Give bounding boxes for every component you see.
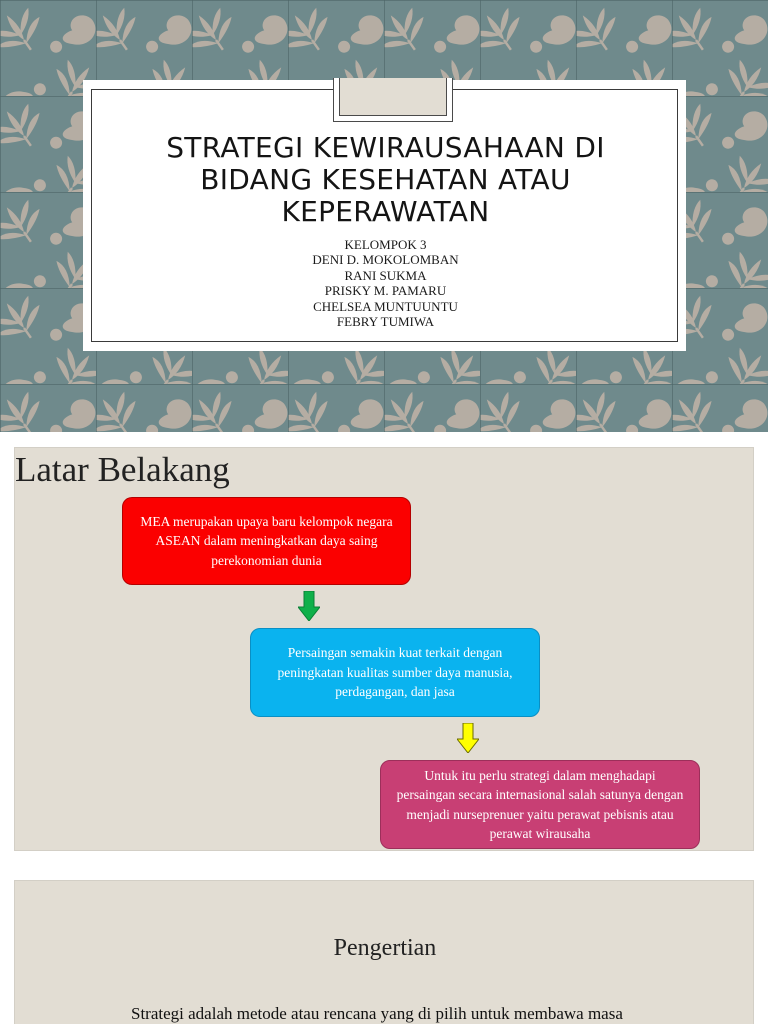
slide-body-text: Strategi adalah metode atau rencana yang di pilih untuk membawa masa [131,1004,623,1023]
group-name: KELOMPOK 3 [344,237,427,252]
arrow-down-icon [457,723,479,753]
member-name: CHELSEA MUNTUUNTU [313,298,458,314]
slide-heading: Latar Belakang [15,450,230,489]
member-name: FEBRY TUMIWA [336,314,435,330]
slide-heading: Pengertian [333,935,437,961]
flow-box-competition [250,628,540,717]
title-slide [0,0,768,432]
flow-box-text: Persaingan semakin kuat terkait dengan peningkatan kualitas sumber daya manusia, perdagangan, dan jasa [277,645,513,700]
arrow-down-icon [298,591,320,621]
flow-box-mea [122,497,411,585]
title-frame [91,89,678,342]
title-card [83,80,686,351]
member-name: RANI SUKMA [344,267,427,283]
member-list [92,237,679,329]
slide-title: STRATEGI KEWIRAUSAHAAN DI BIDANG KESEHATAN ATAU KEPERAWATAN [166,131,605,228]
flow-box-text: Untuk itu perlu strategi dalam menghadapi persaingan secara internasional salah satunya dengan menjadi nurseprenuer yaitu perawat pebisnis atau perawat wirausaha [396,767,684,841]
flow-box-strategy [380,760,700,849]
flow-box-text: MEA merupakan upaya baru kelompok negara ASEAN dalam meningkatkan daya saing perekonomian dunia [140,513,393,568]
decorative-tab [333,78,453,122]
member-name: DENI D. MOKOLOMBAN [312,252,459,268]
definition-slide [14,880,754,1024]
member-name: PRISKY M. PAMARU [324,283,447,299]
background-slide [14,447,754,851]
